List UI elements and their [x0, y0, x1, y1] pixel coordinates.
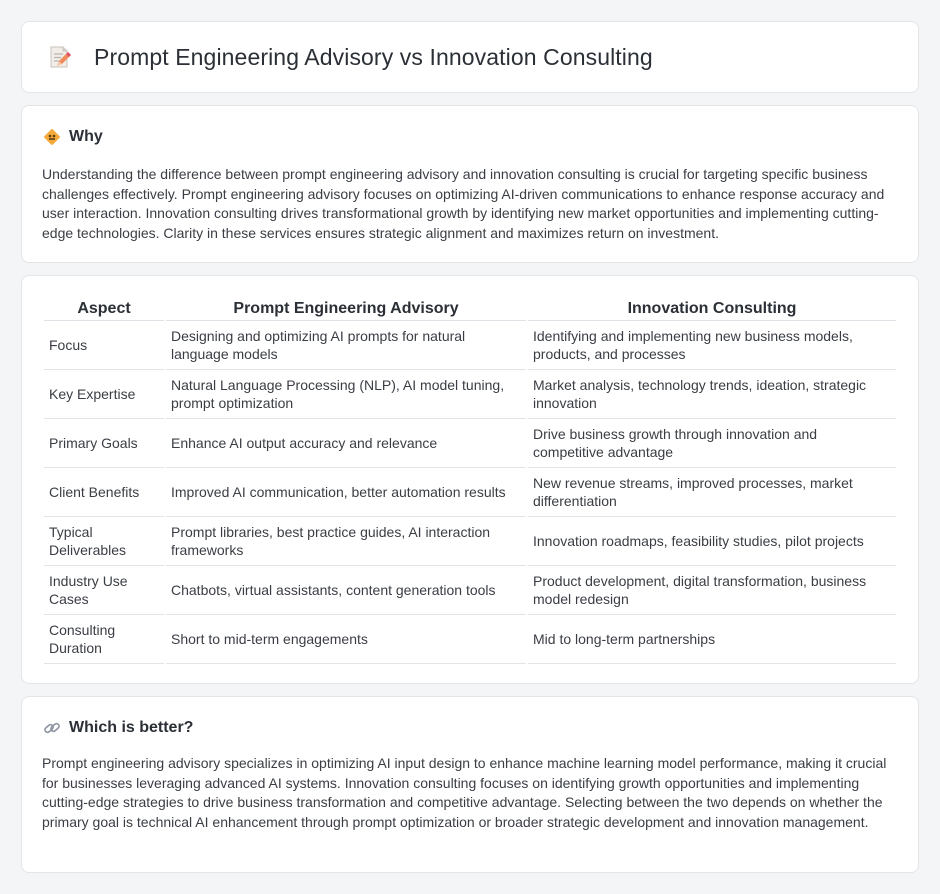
prompt-engineering-cell: Prompt libraries, best practice guides, AI interaction frameworks — [166, 517, 526, 566]
table-row — [44, 321, 896, 370]
link-icon — [43, 719, 61, 737]
innovation-consulting-cell: Identifying and implementing new business models, products, and processes — [528, 321, 896, 370]
aspect-cell: Consulting Duration — [44, 615, 164, 664]
table-row — [44, 468, 896, 517]
innovation-consulting-cell: Drive business growth through innovation and competitive advantage — [528, 419, 896, 468]
prompt-engineering-cell: Designing and optimizing AI prompts for natural language models — [166, 321, 526, 370]
innovation-consulting-cell: Market analysis, technology trends, ideation, strategic innovation — [528, 370, 896, 419]
comparison-card — [21, 275, 919, 684]
prompt-engineering-cell: Enhance AI output accuracy and relevance — [166, 419, 526, 468]
header-prompt-engineering: Prompt Engineering Advisory — [166, 296, 526, 321]
comparison-table — [42, 296, 898, 664]
why-text: Understanding the difference between prompt engineering advisory and innovation consulting is crucial for targeting specific business challenges effectively. Prompt engineering advisory focuses on optimizing AI-driven communications to enhance response accuracy and user interaction. Innovation consulting drives transformational growth by identifying new market opportunities and implementing cutting-edge technologies. Clarity in these services ensures strategic alignment and maximizes return on investment. — [42, 166, 885, 241]
which-is-better-section — [21, 696, 919, 873]
which-is-better-text: Prompt engineering advisory specializes in optimizing AI input design to enhance machine learning model performance, making it crucial for businesses leveraging advanced AI systems. Innovation consulting focuses on identifying growth opportunities and implementing cutting-edge strategies to drive business transformation and competitive advantage. Selecting between the two depends on whether the primary goal is technical AI enhancement through prompt optimization or broader strategic development and innovation management. — [42, 755, 887, 830]
table-row — [44, 370, 896, 419]
which-is-better-heading: Which is better? — [69, 719, 194, 736]
header-aspect: Aspect — [44, 296, 164, 321]
why-heading: Why — [69, 128, 103, 145]
table-row — [44, 615, 896, 664]
prompt-engineering-cell: Chatbots, virtual assistants, content generation tools — [166, 566, 526, 615]
why-section — [21, 105, 919, 263]
table-header-row — [44, 296, 896, 321]
innovation-consulting-cell: Mid to long-term partnerships — [528, 615, 896, 664]
table-row — [44, 419, 896, 468]
table-row — [44, 566, 896, 615]
innovation-consulting-cell: New revenue streams, improved processes, market differentiation — [528, 468, 896, 517]
aspect-cell: Key Expertise — [44, 370, 164, 419]
table-row — [44, 517, 896, 566]
aspect-cell: Industry Use Cases — [44, 566, 164, 615]
aspect-cell: Client Benefits — [44, 468, 164, 517]
prompt-engineering-cell: Improved AI communication, better automation results — [166, 468, 526, 517]
aspect-cell: Primary Goals — [44, 419, 164, 468]
title-card — [21, 21, 919, 93]
header-innovation-consulting: Innovation Consulting — [528, 296, 896, 321]
diamond-sign-icon — [43, 128, 61, 146]
innovation-consulting-cell: Product development, digital transformation, business model redesign — [528, 566, 896, 615]
aspect-cell: Focus — [44, 321, 164, 370]
aspect-cell: Typical Deliverables — [44, 517, 164, 566]
innovation-consulting-cell: Innovation roadmaps, feasibility studies, pilot projects — [528, 517, 896, 566]
page-title: Prompt Engineering Advisory vs Innovation Consulting — [94, 43, 653, 70]
prompt-engineering-cell: Natural Language Processing (NLP), AI model tuning, prompt optimization — [166, 370, 526, 419]
prompt-engineering-cell: Short to mid-term engagements — [166, 615, 526, 664]
memo-pencil-icon — [46, 44, 72, 70]
